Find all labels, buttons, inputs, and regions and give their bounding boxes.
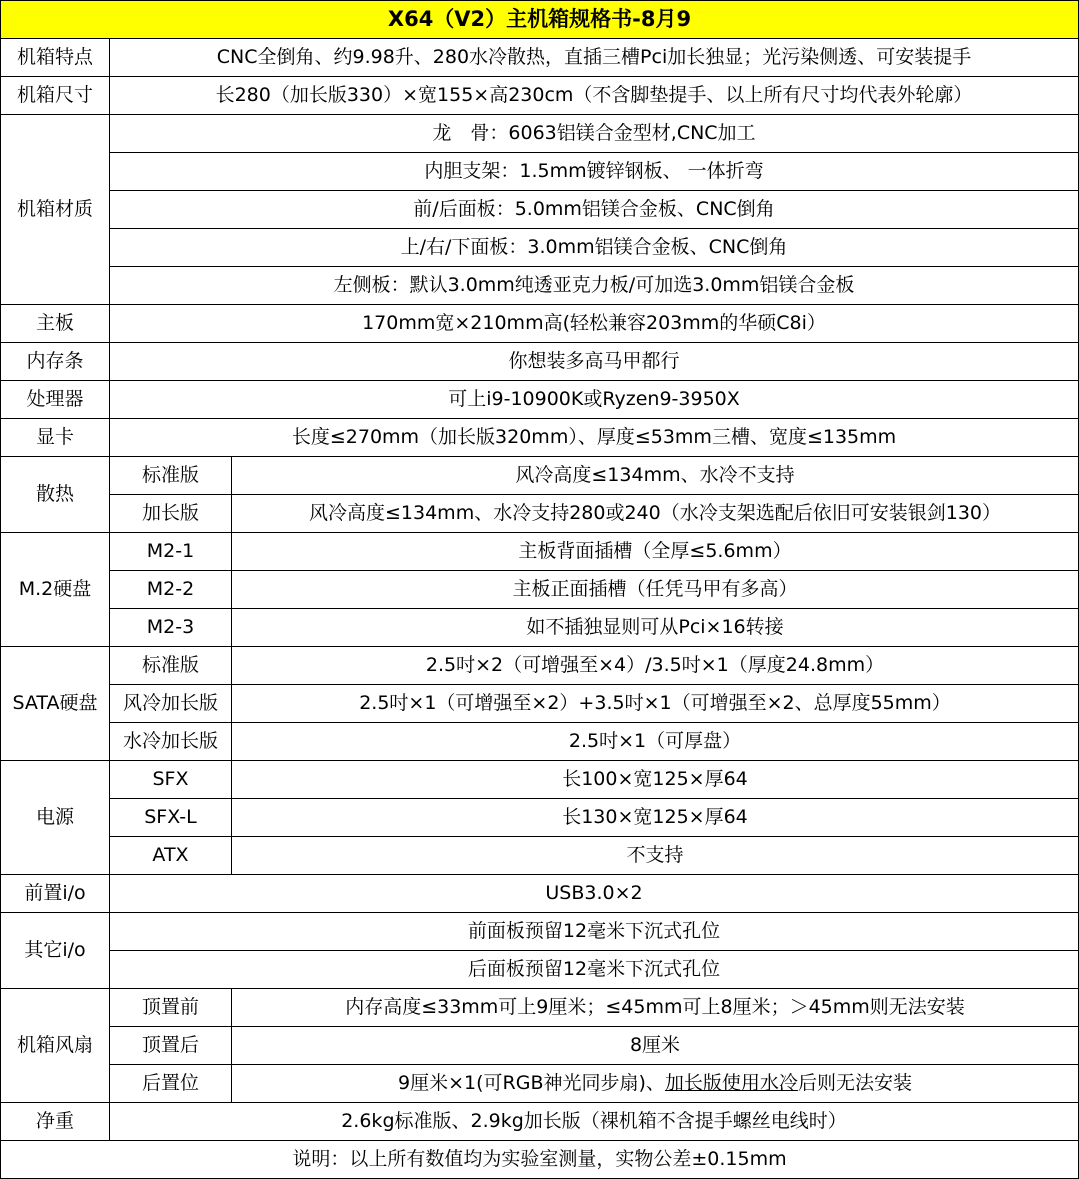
- label-other-io: 其它i/o: [1, 913, 110, 989]
- sub-sata-water-extended: 水冷加长版: [110, 723, 232, 761]
- value-fan-top-front: 内存高度≤33mm可上9厘米；≤45mm可上8厘米；＞45mm则无法安装: [232, 989, 1079, 1027]
- sub-psu-sfx-l: SFX-L: [110, 799, 232, 837]
- label-size: 机箱尺寸: [1, 77, 110, 115]
- page-title: X64（V2）主机箱规格书-8月9: [1, 1, 1079, 39]
- label-gpu: 显卡: [1, 419, 110, 457]
- sub-cooling-extended: 加长版: [110, 495, 232, 533]
- title-row: [1, 1, 1079, 39]
- table-row: [1, 39, 1079, 77]
- sub-m2-3: M2-3: [110, 609, 232, 647]
- value-m2-1: 主板背面插槽（全厚≤5.6mm）: [232, 533, 1079, 571]
- value-material-bracket: 内胆支架：1.5mm镀锌钢板、 一体折弯: [110, 153, 1079, 191]
- value-features: CNC全倒角、约9.98升、280水冷散热，直插三槽Pci加长独显；光污染侧透、可安装提手: [110, 39, 1079, 77]
- table-row: [1, 305, 1079, 343]
- label-sata: SATA硬盘: [1, 647, 110, 761]
- table-row: [1, 77, 1079, 115]
- value-size: 长280（加长版330）×宽155×高230cm（不含脚垫提手、以上所有尺寸均代表外轮廓）: [110, 77, 1079, 115]
- table-row: [1, 723, 1079, 761]
- table-row: [1, 457, 1079, 495]
- value-material-front-back: 前/后面板：5.0mm铝镁合金板、CNC倒角: [110, 191, 1079, 229]
- value-weight: 2.6kg标准版、2.9kg加长版（裸机箱不含提手螺丝电线时）: [110, 1103, 1079, 1141]
- label-psu: 电源: [1, 761, 110, 875]
- value-sata-water-extended: 2.5吋×1（可厚盘）: [232, 723, 1079, 761]
- table-row: [1, 875, 1079, 913]
- value-fan-rear: [232, 1065, 1079, 1103]
- label-cooling: 散热: [1, 457, 110, 533]
- table-row: [1, 419, 1079, 457]
- value-fan-rear-post: 后则无法安装: [797, 1072, 912, 1095]
- sub-fan-rear: 后置位: [110, 1065, 232, 1103]
- table-row: [1, 761, 1079, 799]
- table-row: [1, 799, 1079, 837]
- sub-sata-air-extended: 风冷加长版: [110, 685, 232, 723]
- footnote: 说明：以上所有数值均为实验室测量，实物公差±0.15mm: [1, 1141, 1079, 1179]
- sub-psu-sfx: SFX: [110, 761, 232, 799]
- label-front-io: 前置i/o: [1, 875, 110, 913]
- value-cooling-standard: 风冷高度≤134mm、水冷不支持: [232, 457, 1079, 495]
- value-psu-atx: 不支持: [232, 837, 1079, 875]
- label-memory: 内存条: [1, 343, 110, 381]
- table-row: [1, 1103, 1079, 1141]
- label-motherboard: 主板: [1, 305, 110, 343]
- footnote-row: [1, 1141, 1079, 1179]
- table-row: [1, 153, 1079, 191]
- value-front-io: USB3.0×2: [110, 875, 1079, 913]
- value-cpu: 可上i9-10900K或Ryzen9-3950X: [110, 381, 1079, 419]
- value-sata-standard: 2.5吋×2（可增强至×4）/3.5吋×1（厚度24.8mm）: [232, 647, 1079, 685]
- sub-psu-atx: ATX: [110, 837, 232, 875]
- table-row: [1, 1065, 1079, 1103]
- label-fans: 机箱风扇: [1, 989, 110, 1103]
- sub-fan-top-rear: 顶置后: [110, 1027, 232, 1065]
- label-cpu: 处理器: [1, 381, 110, 419]
- label-weight: 净重: [1, 1103, 110, 1141]
- value-other-io-front: 前面板预留12毫米下沉式孔位: [110, 913, 1079, 951]
- sub-sata-standard: 标准版: [110, 647, 232, 685]
- table-row: [1, 343, 1079, 381]
- table-row: [1, 609, 1079, 647]
- table-row: [1, 647, 1079, 685]
- table-row: [1, 229, 1079, 267]
- value-memory: 你想装多高马甲都行: [110, 343, 1079, 381]
- value-fan-rear-underlined: 加长版使用水冷: [664, 1072, 798, 1095]
- label-features: 机箱特点: [1, 39, 110, 77]
- table-row: [1, 685, 1079, 723]
- value-fan-top-rear: 8厘米: [232, 1027, 1079, 1065]
- value-fan-rear-pre: 9厘米×1(可RGB神光同步扇)、: [398, 1072, 665, 1095]
- value-m2-2: 主板正面插槽（任凭马甲有多高）: [232, 571, 1079, 609]
- value-sata-air-extended: 2.5吋×1（可增强至×2）+3.5吋×1（可增强至×2、总厚度55mm）: [232, 685, 1079, 723]
- value-psu-sfx-l: 长130×宽125×厚64: [232, 799, 1079, 837]
- value-gpu: 长度≤270mm（加长版320mm）、厚度≤53mm三槽、宽度≤135mm: [110, 419, 1079, 457]
- value-motherboard: 170mm宽×210mm高(轻松兼容203mm的华硕C8i）: [110, 305, 1079, 343]
- table-row: [1, 571, 1079, 609]
- table-row: [1, 989, 1079, 1027]
- table-row: [1, 115, 1079, 153]
- sub-m2-1: M2-1: [110, 533, 232, 571]
- value-material-frame: 龙 骨：6063铝镁合金型材,CNC加工: [110, 115, 1079, 153]
- value-cooling-extended: 风冷高度≤134mm、水冷支持280或240（水冷支架选配后依旧可安装银剑130）: [232, 495, 1079, 533]
- table-row: [1, 951, 1079, 989]
- table-row: [1, 1027, 1079, 1065]
- sub-fan-top-front: 顶置前: [110, 989, 232, 1027]
- value-m2-3: 如不插独显则可从Pci×16转接: [232, 609, 1079, 647]
- value-material-top-right-bottom: 上/右/下面板：3.0mm铝镁合金板、CNC倒角: [110, 229, 1079, 267]
- value-other-io-rear: 后面板预留12毫米下沉式孔位: [110, 951, 1079, 989]
- table-row: [1, 191, 1079, 229]
- table-row: [1, 267, 1079, 305]
- sub-cooling-standard: 标准版: [110, 457, 232, 495]
- label-m2: M.2硬盘: [1, 533, 110, 647]
- value-material-left: 左侧板：默认3.0mm纯透亚克力板/可加选3.0mm铝镁合金板: [110, 267, 1079, 305]
- table-row: [1, 381, 1079, 419]
- table-row: [1, 913, 1079, 951]
- table-row: [1, 533, 1079, 571]
- label-material: 机箱材质: [1, 115, 110, 305]
- table-row: [1, 837, 1079, 875]
- sub-m2-2: M2-2: [110, 571, 232, 609]
- value-psu-sfx: 长100×宽125×厚64: [232, 761, 1079, 799]
- table-row: [1, 495, 1079, 533]
